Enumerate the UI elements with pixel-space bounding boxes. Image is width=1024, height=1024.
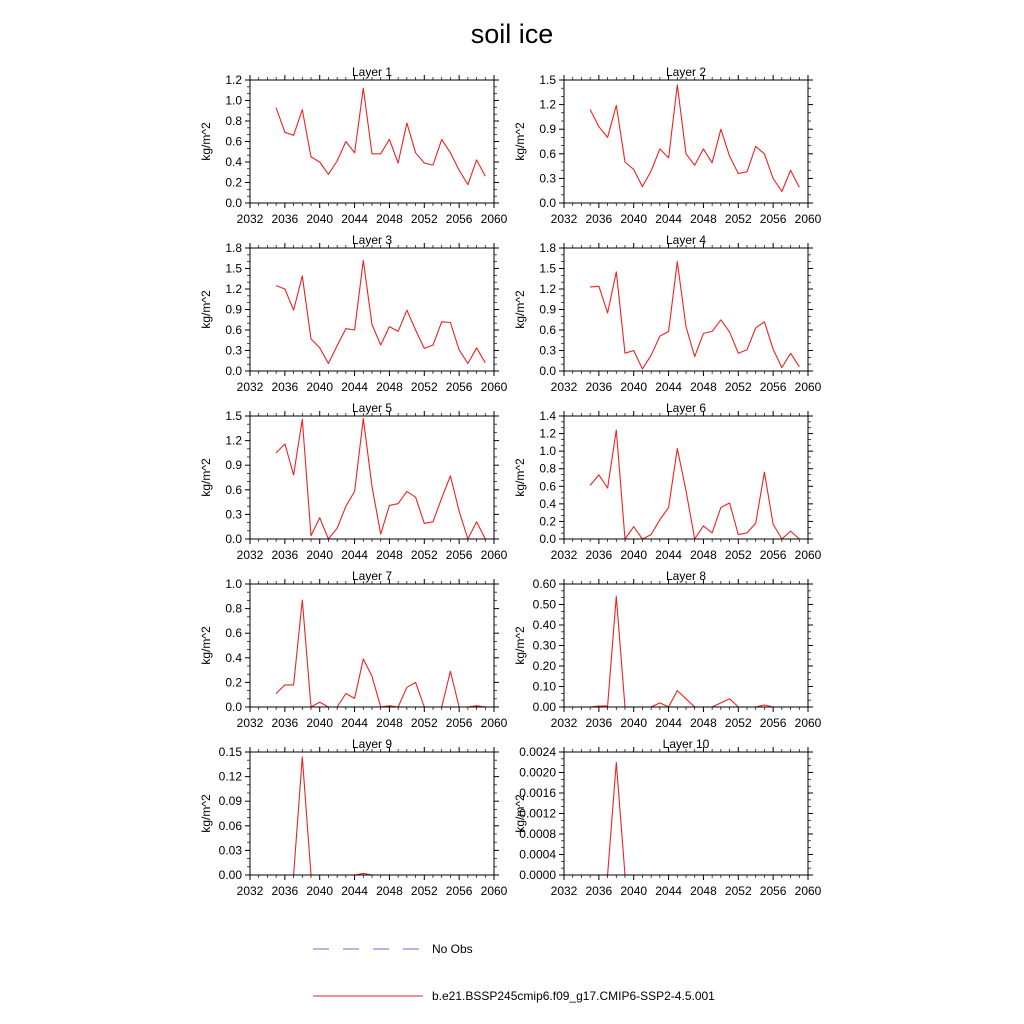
- x-tick-label: 2056: [445, 212, 473, 226]
- y-tick-label: 0.8: [225, 114, 242, 128]
- y-tick-label: 1.2: [539, 426, 556, 441]
- panel-title: Layer 4: [665, 233, 707, 247]
- x-tick-label: 2052: [724, 212, 752, 226]
- plot-frame: [564, 584, 808, 707]
- x-tick-label: 2032: [550, 716, 578, 730]
- chart-panel: [513, 569, 822, 730]
- plot-frame: [564, 248, 808, 371]
- x-tick-label: 2056: [759, 548, 787, 562]
- y-tick-label: 0.50: [532, 597, 556, 612]
- y-tick-label: 0.10: [532, 679, 556, 694]
- plot-frame: [250, 248, 494, 371]
- y-tick-label: 1.2: [539, 97, 556, 112]
- panel-title: Layer 9: [351, 737, 393, 751]
- x-tick-label: 2056: [759, 380, 787, 394]
- x-tick-label: 2052: [410, 716, 438, 730]
- x-tick-label: 2040: [620, 716, 648, 730]
- x-tick-label: 2048: [376, 380, 403, 394]
- y-tick-label: 0.6: [539, 323, 556, 337]
- y-axis-label: kg/m^2: [199, 626, 213, 665]
- x-tick-label: 2048: [690, 380, 717, 394]
- figure-title: soil ice: [470, 19, 554, 49]
- x-tick-label: 2044: [341, 212, 368, 226]
- series-line: [590, 85, 799, 192]
- x-tick-label: 2040: [306, 884, 334, 898]
- series-line: [590, 262, 799, 369]
- chart-panel: [199, 737, 508, 898]
- x-tick-label: 2036: [271, 716, 299, 730]
- y-tick-label: 1.2: [539, 282, 556, 296]
- x-tick-label: 2040: [306, 380, 334, 394]
- plot-frame: [564, 752, 808, 875]
- y-tick-label: 0.3: [539, 171, 556, 186]
- x-tick-label: 2048: [690, 716, 717, 730]
- y-tick-label: 0.15: [218, 745, 242, 759]
- x-tick-label: 2056: [445, 548, 473, 562]
- series-line: [276, 88, 485, 184]
- series-line: [590, 762, 799, 875]
- chart-panel: [513, 401, 822, 562]
- plot-frame: [250, 416, 494, 539]
- y-tick-label: 0.30: [532, 638, 556, 653]
- panel-title: Layer 5: [351, 401, 393, 415]
- y-tick-label: 1.5: [225, 409, 242, 423]
- plot-frame: [250, 80, 494, 203]
- x-tick-label: 2052: [410, 380, 438, 394]
- panel-title: Layer 6: [665, 401, 707, 415]
- x-tick-label: 2052: [410, 884, 438, 898]
- x-tick-label: 2056: [445, 716, 473, 730]
- x-tick-label: 2052: [410, 212, 438, 226]
- panel-title: Layer 7: [351, 569, 393, 583]
- y-axis-label: kg/m^2: [199, 290, 213, 329]
- y-tick-label: 1.2: [225, 282, 242, 296]
- plot-frame: [250, 752, 494, 875]
- chart-panel: [199, 233, 508, 394]
- y-tick-label: 1.4: [539, 409, 556, 423]
- y-tick-label: 0.4: [539, 496, 556, 511]
- y-tick-label: 0.3: [225, 507, 242, 522]
- y-tick-label: 1.0: [225, 93, 242, 108]
- y-tick-label: 0.6: [225, 134, 242, 149]
- y-tick-label: 0.0012: [519, 806, 556, 821]
- x-tick-label: 2060: [794, 716, 822, 730]
- x-tick-label: 2048: [690, 212, 717, 226]
- legend: [313, 942, 715, 1003]
- x-tick-label: 2044: [655, 212, 682, 226]
- x-tick-label: 2056: [445, 380, 473, 394]
- chart-panel: [513, 233, 822, 394]
- x-tick-label: 2060: [480, 884, 508, 898]
- series-line: [276, 419, 485, 540]
- x-tick-label: 2056: [759, 884, 787, 898]
- y-tick-label: 0.00: [218, 868, 242, 882]
- chart-panel: [513, 65, 822, 226]
- plot-frame: [564, 80, 808, 203]
- y-tick-label: 0.4: [225, 650, 242, 665]
- series-line: [590, 430, 799, 539]
- y-tick-label: 1.0: [225, 577, 242, 591]
- panel-title: Layer 1: [351, 65, 393, 79]
- x-tick-label: 2052: [724, 380, 752, 394]
- y-tick-label: 0.0: [225, 196, 242, 210]
- y-tick-label: 0.9: [539, 122, 556, 137]
- x-tick-label: 2036: [271, 212, 299, 226]
- x-tick-label: 2032: [550, 548, 578, 562]
- y-axis-label: kg/m^2: [513, 122, 527, 161]
- x-tick-label: 2044: [341, 884, 368, 898]
- x-tick-label: 2060: [794, 380, 822, 394]
- panel-title: Layer 10: [662, 737, 710, 751]
- y-tick-label: 0.0: [225, 532, 242, 546]
- y-axis-label: kg/m^2: [513, 290, 527, 329]
- x-tick-label: 2052: [724, 548, 752, 562]
- y-tick-label: 1.5: [539, 73, 556, 87]
- x-tick-label: 2052: [724, 716, 752, 730]
- x-tick-label: 2032: [550, 884, 578, 898]
- x-tick-label: 2036: [271, 884, 299, 898]
- panel-title: Layer 8: [665, 569, 707, 583]
- x-tick-label: 2060: [480, 716, 508, 730]
- x-tick-label: 2036: [271, 548, 299, 562]
- y-axis-label: kg/m^2: [199, 794, 213, 833]
- y-tick-label: 1.8: [225, 241, 242, 255]
- y-tick-label: 0.2: [225, 175, 242, 190]
- x-tick-label: 2048: [376, 548, 403, 562]
- x-tick-label: 2060: [480, 548, 508, 562]
- y-tick-label: 0.9: [225, 302, 242, 317]
- y-tick-label: 1.0: [539, 444, 556, 459]
- y-axis-label: kg/m^2: [199, 458, 213, 497]
- y-axis-label: kg/m^2: [513, 626, 527, 665]
- x-tick-label: 2040: [620, 212, 648, 226]
- x-tick-label: 2032: [550, 380, 578, 394]
- y-tick-label: 0.6: [539, 479, 556, 494]
- x-tick-label: 2032: [236, 548, 264, 562]
- series-line: [590, 596, 799, 707]
- x-tick-label: 2048: [376, 884, 403, 898]
- series-line: [276, 757, 485, 875]
- x-tick-label: 2040: [620, 548, 648, 562]
- x-tick-label: 2044: [655, 380, 682, 394]
- x-tick-label: 2040: [620, 380, 648, 394]
- y-tick-label: 0.3: [225, 343, 242, 358]
- y-tick-label: 0.0004: [519, 847, 556, 862]
- y-tick-label: 0.0: [225, 364, 242, 378]
- y-tick-label: 0.6: [225, 626, 242, 641]
- y-tick-label: 0.0020: [519, 765, 556, 780]
- y-tick-label: 0.8: [539, 461, 556, 476]
- x-tick-label: 2044: [341, 380, 368, 394]
- y-tick-label: 0.0024: [519, 745, 556, 759]
- x-tick-label: 2036: [271, 380, 299, 394]
- chart-panel: [199, 401, 508, 562]
- x-tick-label: 2056: [759, 212, 787, 226]
- y-tick-label: 0.09: [218, 794, 242, 809]
- y-tick-label: 0.00: [532, 700, 556, 714]
- plot-frame: [250, 584, 494, 707]
- x-tick-label: 2044: [655, 884, 682, 898]
- x-tick-label: 2052: [410, 548, 438, 562]
- x-tick-label: 2036: [585, 548, 613, 562]
- y-tick-label: 1.2: [225, 73, 242, 87]
- y-tick-label: 1.2: [225, 433, 242, 448]
- x-tick-label: 2048: [690, 548, 717, 562]
- y-tick-label: 0.0016: [519, 786, 556, 800]
- y-axis-label: kg/m^2: [513, 458, 527, 497]
- x-tick-label: 2044: [341, 716, 368, 730]
- y-tick-label: 1.5: [539, 261, 556, 276]
- chart-panel: [199, 65, 508, 226]
- x-tick-label: 2036: [585, 380, 613, 394]
- x-tick-label: 2036: [585, 212, 613, 226]
- x-tick-label: 2060: [794, 212, 822, 226]
- y-axis-label: kg/m^2: [513, 794, 527, 833]
- y-tick-label: 1.5: [225, 261, 242, 276]
- y-tick-label: 0.06: [218, 818, 242, 833]
- x-tick-label: 2044: [341, 548, 368, 562]
- y-tick-label: 0.9: [225, 458, 242, 473]
- y-tick-label: 0.0: [225, 700, 242, 714]
- y-tick-label: 0.2: [539, 514, 556, 529]
- y-tick-label: 0.0: [539, 364, 556, 378]
- y-tick-label: 0.12: [218, 769, 242, 784]
- x-tick-label: 2056: [759, 716, 787, 730]
- x-tick-label: 2032: [236, 380, 264, 394]
- y-tick-label: 0.6: [225, 323, 242, 337]
- y-tick-label: 0.0: [539, 532, 556, 546]
- y-tick-label: 1.8: [539, 241, 556, 255]
- y-tick-label: 0.6: [225, 482, 242, 497]
- y-tick-label: 0.0: [539, 196, 556, 210]
- x-tick-label: 2040: [306, 716, 334, 730]
- x-tick-label: 2032: [236, 884, 264, 898]
- panel-title: Layer 2: [665, 65, 707, 79]
- series-line: [276, 600, 485, 707]
- y-tick-label: 0.6: [539, 146, 556, 161]
- y-tick-label: 0.03: [218, 843, 242, 858]
- x-tick-label: 2060: [794, 548, 822, 562]
- legend-label-no-obs: No Obs: [432, 942, 473, 956]
- panel-title: Layer 3: [351, 233, 393, 247]
- y-tick-label: 0.0000: [519, 868, 556, 882]
- x-tick-label: 2040: [306, 212, 334, 226]
- y-tick-label: 0.3: [539, 343, 556, 358]
- x-tick-label: 2048: [690, 884, 717, 898]
- chart-panel: [199, 569, 508, 730]
- y-tick-label: 0.20: [532, 659, 556, 673]
- series-line: [276, 260, 485, 363]
- chart-panel: [513, 737, 822, 898]
- y-tick-label: 0.4: [225, 155, 242, 169]
- x-tick-label: 2044: [655, 716, 682, 730]
- x-tick-label: 2048: [376, 716, 403, 730]
- x-tick-label: 2048: [376, 212, 403, 226]
- x-tick-label: 2032: [236, 716, 264, 730]
- y-tick-label: 0.9: [539, 302, 556, 317]
- y-tick-label: 0.2: [225, 675, 242, 690]
- legend-label-model: b.e21.BSSP245cmip6.f09_g17.CMIP6-SSP2-4.5.001: [432, 989, 715, 1003]
- y-tick-label: 0.40: [532, 618, 556, 632]
- x-tick-label: 2060: [480, 380, 508, 394]
- x-tick-label: 2060: [480, 212, 508, 226]
- x-tick-label: 2040: [620, 884, 648, 898]
- x-tick-label: 2032: [550, 212, 578, 226]
- x-tick-label: 2044: [655, 548, 682, 562]
- y-tick-label: 0.8: [225, 601, 242, 616]
- x-tick-label: 2032: [236, 212, 264, 226]
- panels: [199, 65, 822, 898]
- x-tick-label: 2036: [585, 884, 613, 898]
- x-tick-label: 2056: [445, 884, 473, 898]
- y-tick-label: 0.60: [532, 577, 556, 591]
- x-tick-label: 2040: [306, 548, 334, 562]
- x-tick-label: 2052: [724, 884, 752, 898]
- y-tick-label: 0.0008: [519, 827, 556, 841]
- x-tick-label: 2060: [794, 884, 822, 898]
- x-tick-label: 2036: [585, 716, 613, 730]
- y-axis-label: kg/m^2: [199, 122, 213, 161]
